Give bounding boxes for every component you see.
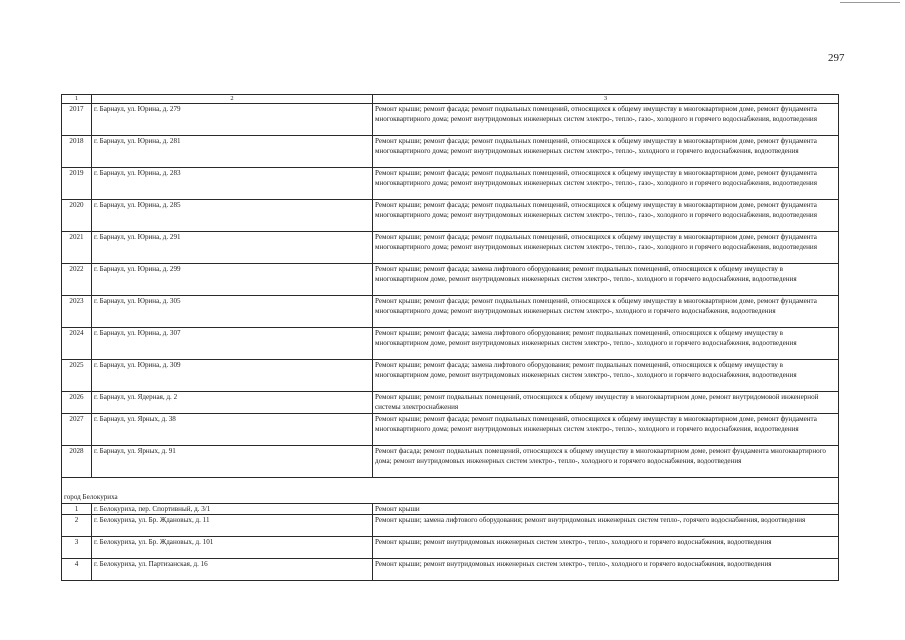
row-works: Ремонт фасада; ремонт подвальных помещений, относящихся к общему имуществу в многоквартирном доме, ремонт фундамента многоквартирного дома; ремонт внутридомовых инженерных систем электро-, тепло-, холодного и горячего водоснабжения, водоотведения (373, 446, 839, 478)
row-number: 2024 (62, 328, 92, 360)
row-address: г. Барнаул, ул. Юрина, д. 305 (92, 296, 373, 328)
row-number: 2023 (62, 296, 92, 328)
row-number: 2027 (62, 414, 92, 446)
row-works: Ремонт крыши; ремонт фасада; замена лифтового оборудования; ремонт подвальных помещений, относящихся к общему имуществу в многоквартирном доме, ремонт внутридомовых инженерных систем электро-, тепло-, холодного и горячего водоснабжения, водоотведения (373, 360, 839, 392)
row-address: г. Барнаул, ул. Юрина, д. 291 (92, 232, 373, 264)
row-number: 2019 (62, 168, 92, 200)
table-row (62, 559, 839, 581)
row-works: Ремонт крыши; ремонт внутридомовых инженерных систем электро-, тепло-, холодного и горячего водоснабжения, водоотведения (373, 559, 839, 581)
row-works: Ремонт крыши; ремонт фасада; ремонт подвальных помещений, относящихся к общему имуществу в многоквартирном доме, ремонт фундамента многоквартирного дома; ремонт внутридомовых инженерных систем электро-, тепло-, газо-, холодного и горячего водоснабжения, водоотведения (373, 200, 839, 232)
row-address: г. Барнаул, ул. Юрина, д. 281 (92, 136, 373, 168)
row-address: г. Барнаул, ул. Юрина, д. 307 (92, 328, 373, 360)
row-works: Ремонт крыши; ремонт подвальных помещений, относящихся к общему имуществу в многоквартирном доме, ремонт внутридомовой инженерной системы электроснабжения (373, 392, 839, 414)
row-number: 1 (62, 504, 92, 515)
row-works: Ремонт крыши; ремонт фасада; ремонт подвальных помещений, относящихся к общему имуществу в многоквартирном доме, ремонт фундамента многоквартирного дома; ремонт внутридомовых инженерных систем электро-, тепло-, газо-, холодного и горячего водоснабжения, водоотведения (373, 168, 839, 200)
row-works: Ремонт крыши; ремонт фасада; ремонт подвальных помещений, относящихся к общему имуществу в многоквартирном доме, ремонт фундамента многоквартирного дома; ремонт внутридомовых инженерных систем электро-, тепло-, газо-, холодного и горячего водоснабжения, водоотведения (373, 104, 839, 136)
header-row (62, 95, 839, 104)
top-rule (840, 2, 900, 3)
row-address: г. Барнаул, ул. Юрина, д. 279 (92, 104, 373, 136)
table-row (62, 168, 839, 200)
table-row (62, 104, 839, 136)
row-number: 2028 (62, 446, 92, 478)
row-works: Ремонт крыши; ремонт фасада; ремонт подвальных помещений, относящихся к общему имуществу в многоквартирном доме, ремонт фундамента многоквартирного дома; ремонт внутридомовых инженерных систем электро-, тепло-, холодного и горячего водоснабжения, водоотведения (373, 414, 839, 446)
city-section-label: город Белокуриха (62, 478, 839, 504)
table-row (62, 446, 839, 478)
row-address: г. Белокуриха, ул. Партизанская, д. 16 (92, 559, 373, 581)
table-row (62, 136, 839, 168)
table-row (62, 414, 839, 446)
page-number: 297 (828, 52, 845, 64)
row-number: 2020 (62, 200, 92, 232)
header-col-3: 3 (373, 95, 839, 104)
row-works: Ремонт крыши; замена лифтового оборудования; ремонт внутридомовых инженерных систем тепло-, горячего водоснабжения, водоотведения (373, 515, 839, 537)
city-section-row (62, 478, 839, 504)
table-row (62, 360, 839, 392)
table-row (62, 296, 839, 328)
row-address: г. Барнаул, ул. Ярных, д. 38 (92, 414, 373, 446)
row-works: Ремонт крыши; ремонт внутридомовых инженерных систем электро-, тепло-, холодного и горячего водоснабжения, водоотведения (373, 537, 839, 559)
row-address: г. Барнаул, ул. Юрина, д. 309 (92, 360, 373, 392)
table-row (62, 537, 839, 559)
table-row (62, 232, 839, 264)
table-row (62, 392, 839, 414)
row-address: г. Белокуриха, пер. Спортивный, д. 3/1 (92, 504, 373, 515)
works-table (61, 94, 839, 581)
row-works: Ремонт крыши (373, 504, 839, 515)
row-number: 2021 (62, 232, 92, 264)
row-address: г. Барнаул, ул. Ядерная, д. 2 (92, 392, 373, 414)
row-address: г. Белокуриха, ул. Бр. Ждановых, д. 11 (92, 515, 373, 537)
row-number: 3 (62, 537, 92, 559)
table-row (62, 200, 839, 232)
row-works: Ремонт крыши; ремонт фасада; замена лифтового оборудования; ремонт подвальных помещений, относящихся к общему имуществу в многоквартирном доме, ремонт внутридомовых инженерных систем электро-, тепло-, холодного и горячего водоснабжения, водоотведения (373, 264, 839, 296)
row-number: 2017 (62, 104, 92, 136)
row-address: г. Барнаул, ул. Юрина, д. 285 (92, 200, 373, 232)
row-number: 2018 (62, 136, 92, 168)
row-address: г. Барнаул, ул. Юрина, д. 283 (92, 168, 373, 200)
row-number: 2025 (62, 360, 92, 392)
row-address: г. Белокуриха, ул. Бр. Ждановых, д. 101 (92, 537, 373, 559)
table-row (62, 515, 839, 537)
row-number: 2026 (62, 392, 92, 414)
row-works: Ремонт крыши; ремонт фасада; ремонт подвальных помещений, относящихся к общему имуществу в многоквартирном доме, ремонт фундамента многоквартирного дома; ремонт внутридомовых инженерных систем электро-, тепло-, холодного и горячего водоснабжения, водоотведения (373, 136, 839, 168)
table-row (62, 328, 839, 360)
row-address: г. Барнаул, ул. Юрина, д. 299 (92, 264, 373, 296)
table-row (62, 504, 839, 515)
row-number: 2 (62, 515, 92, 537)
row-works: Ремонт крыши; ремонт фасада; замена лифтового оборудования; ремонт подвальных помещений, относящихся к общему имуществу в многоквартирном доме, ремонт внутридомовых инженерных систем электро-, тепло-, холодного и горячего водоснабжения, водоотведения (373, 328, 839, 360)
header-col-1: 1 (62, 95, 92, 104)
row-works: Ремонт крыши; ремонт фасада; ремонт подвальных помещений, относящихся к общему имуществу в многоквартирном доме, ремонт фундамента многоквартирного дома; ремонт внутридомовых инженерных систем электро-, тепло-, газо-, холодного и горячего водоснабжения, водоотведения (373, 232, 839, 264)
row-works: Ремонт крыши; ремонт фасада; ремонт подвальных помещений, относящихся к общему имуществу в многоквартирном доме, ремонт фундамента многоквартирного дома; ремонт внутридомовых инженерных систем электро-, холодного и горячего водоснабжения, водоотведения (373, 296, 839, 328)
header-col-2: 2 (92, 95, 373, 104)
row-number: 4 (62, 559, 92, 581)
row-number: 2022 (62, 264, 92, 296)
row-address: г. Барнаул, ул. Ярных, д. 91 (92, 446, 373, 478)
table-row (62, 264, 839, 296)
